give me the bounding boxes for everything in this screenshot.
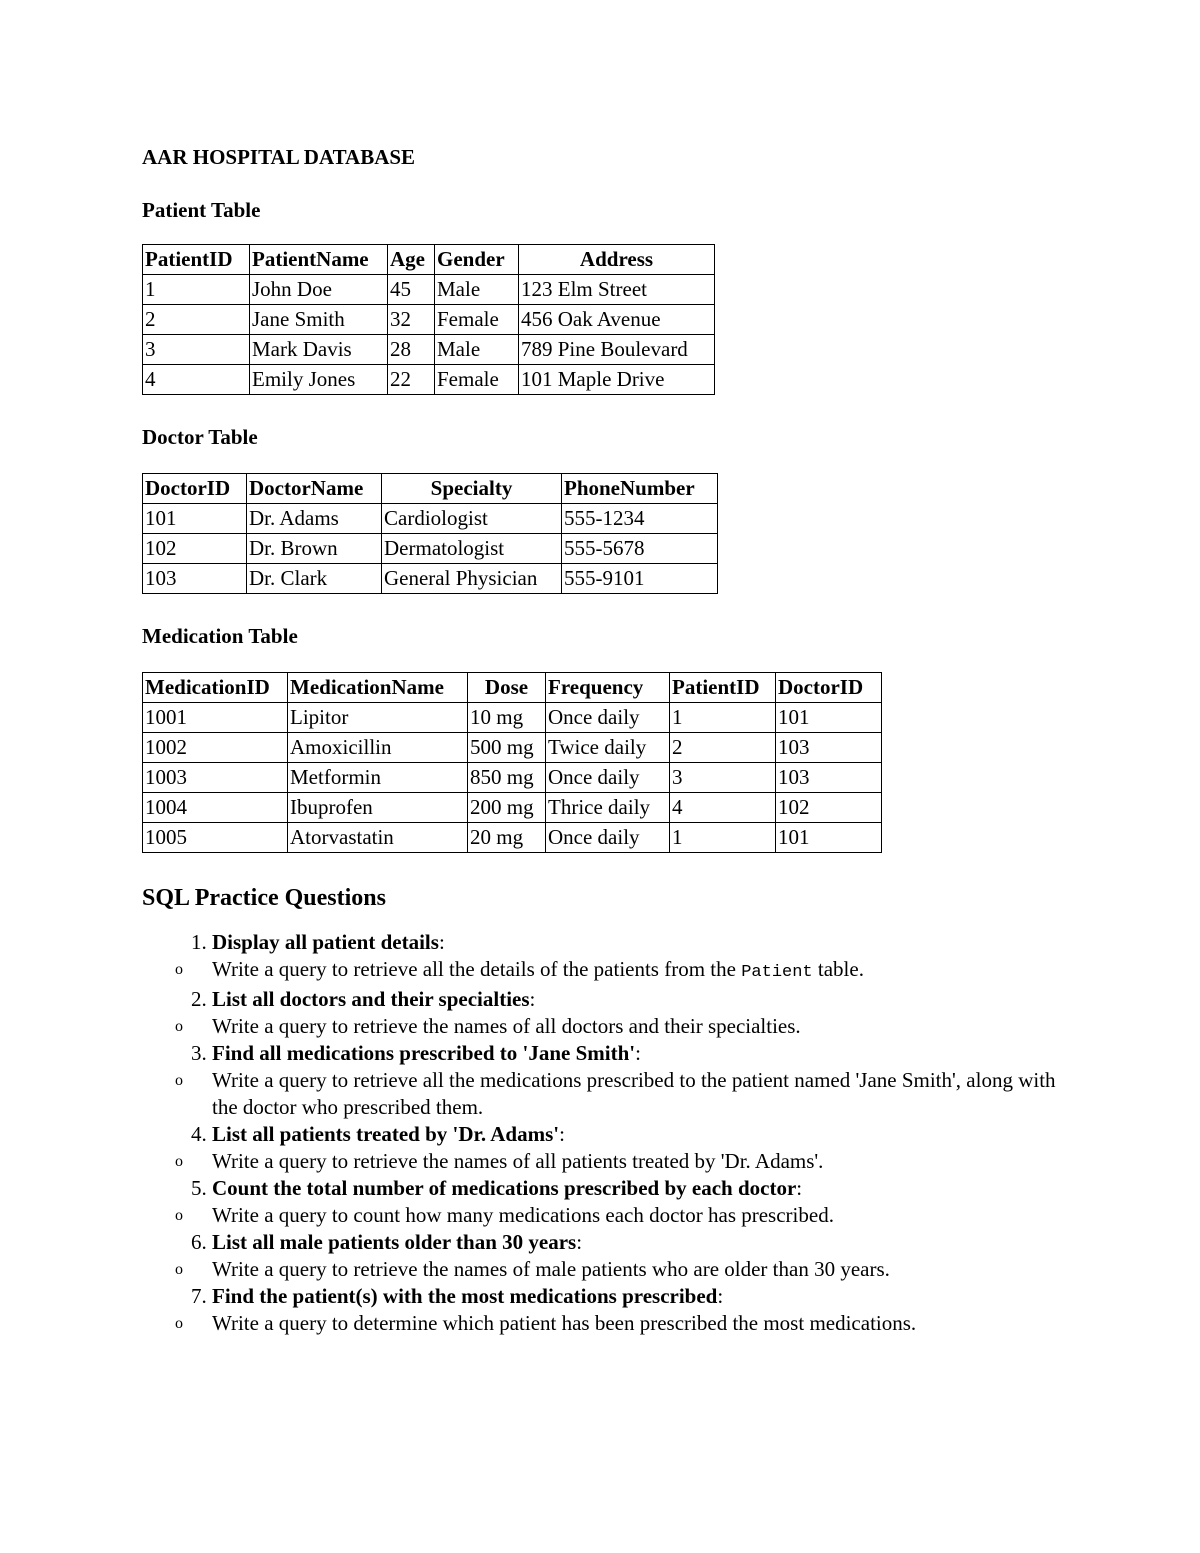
table-cell: Ibuprofen xyxy=(288,793,468,823)
column-header: Address xyxy=(519,245,715,275)
table-cell: Female xyxy=(435,365,519,395)
bullet-marker: o xyxy=(175,961,183,978)
description-text: Write a query to retrieve the names of male patients who are older than 30 years. xyxy=(212,1257,890,1281)
column-header: PatientID xyxy=(143,245,250,275)
question-sublist xyxy=(175,1067,1102,1121)
questions-heading: SQL Practice Questions xyxy=(142,885,386,911)
description-text: Write a query to count how many medications each doctor has prescribed. xyxy=(212,1203,834,1227)
question-description xyxy=(140,1148,1062,1175)
table-cell: Dermatologist xyxy=(382,534,562,564)
table-cell: 123 Elm Street xyxy=(519,275,715,305)
table-cell: 45 xyxy=(388,275,435,305)
column-header: Frequency xyxy=(546,673,670,703)
table-cell: Metformin xyxy=(288,763,468,793)
question-title: List all doctors and their specialties xyxy=(212,987,530,1011)
table-cell: 200 mg xyxy=(468,793,546,823)
question-item: 4. List all patients treated by 'Dr. Adams': o Write a query to retrieve the names of all patients treated by 'Dr. Adams'. xyxy=(212,1121,1102,1175)
column-header: DoctorID xyxy=(776,673,882,703)
question-item: 6. List all male patients older than 30 years: o Write a query to retrieve the names of male patients who are older than 30 years. xyxy=(212,1229,1102,1283)
table-cell: Jane Smith xyxy=(250,305,388,335)
document-title: AAR HOSPITAL DATABASE xyxy=(142,145,416,169)
table-header-row xyxy=(143,245,715,275)
table-cell: 555-9101 xyxy=(562,564,718,594)
table-cell: Emily Jones xyxy=(250,365,388,395)
bullet-marker: o xyxy=(175,1315,183,1332)
column-header: PhoneNumber xyxy=(562,474,718,504)
patient-table xyxy=(142,244,715,395)
column-header: Specialty xyxy=(382,474,562,504)
question-title: Find the patient(s) with the most medications prescribed xyxy=(212,1284,718,1308)
table-row xyxy=(143,564,718,594)
table-header-row xyxy=(143,673,882,703)
table-cell: John Doe xyxy=(250,275,388,305)
doctor-table-title: Doctor Table xyxy=(142,425,258,449)
inline-code: Patient xyxy=(741,963,813,982)
table-row xyxy=(143,335,715,365)
table-cell: Lipitor xyxy=(288,703,468,733)
description-text: Write a query to retrieve the names of all patients treated by 'Dr. Adams'. xyxy=(212,1149,824,1173)
patient-table-title: Patient Table xyxy=(142,198,261,222)
table-cell: 102 xyxy=(143,534,247,564)
bullet-marker: o xyxy=(175,1072,183,1089)
table-cell: Once daily xyxy=(546,823,670,853)
question-description xyxy=(140,1067,1062,1121)
table-cell: 1002 xyxy=(143,733,288,763)
table-cell: Cardiologist xyxy=(382,504,562,534)
table-cell: 2 xyxy=(143,305,250,335)
table-header-row xyxy=(143,474,718,504)
table-cell: 1004 xyxy=(143,793,288,823)
table-row xyxy=(143,823,882,853)
question-description xyxy=(140,1202,1062,1229)
medication-table-title: Medication Table xyxy=(142,624,298,648)
description-text: Write a query to retrieve all the details of the patients from the xyxy=(212,957,742,981)
question-sublist xyxy=(175,1148,1102,1175)
document-page xyxy=(142,140,1102,1337)
table-row xyxy=(143,793,882,823)
question-item: 3. Find all medications prescribed to 'Jane Smith': o Write a query to retrieve all the medications prescribed to the patient named 'Jane Smith', along with the doctor who prescribed them. xyxy=(212,1040,1102,1121)
table-row xyxy=(143,504,718,534)
table-row xyxy=(143,733,882,763)
table-cell: Female xyxy=(435,305,519,335)
table-cell: 101 Maple Drive xyxy=(519,365,715,395)
table-cell: 32 xyxy=(388,305,435,335)
table-row xyxy=(143,305,715,335)
table-cell: 10 mg xyxy=(468,703,546,733)
column-header: Dose xyxy=(468,673,546,703)
table-row xyxy=(143,275,715,305)
question-sublist xyxy=(175,1202,1102,1229)
table-cell: Male xyxy=(435,335,519,365)
question-item: 5. Count the total number of medications prescribed by each doctor: o Write a query to count how many medications each doctor has prescribed. xyxy=(212,1175,1102,1229)
table-cell: General Physician xyxy=(382,564,562,594)
table-cell: Thrice daily xyxy=(546,793,670,823)
table-cell: 1 xyxy=(670,703,776,733)
bullet-marker: o xyxy=(175,1261,183,1278)
table-row xyxy=(143,703,882,733)
question-title: Display all patient details xyxy=(212,930,439,954)
table-cell: 103 xyxy=(776,733,882,763)
question-item: 2. List all doctors and their specialties: o Write a query to retrieve the names of all doctors and their specialties. xyxy=(212,986,1102,1040)
question-item: 7. Find the patient(s) with the most medications prescribed: o Write a query to determine which patient has been prescribed the most medications. xyxy=(212,1283,1102,1337)
bullet-marker: o xyxy=(175,1153,183,1170)
medication-table xyxy=(142,672,882,853)
description-text: Write a query to retrieve all the medications prescribed to the patient named 'Jane Smith', along with the doctor who prescribed them. xyxy=(212,1068,1056,1119)
table-cell: 555-1234 xyxy=(562,504,718,534)
table-cell: Atorvastatin xyxy=(288,823,468,853)
table-cell: 101 xyxy=(776,823,882,853)
table-cell: 1001 xyxy=(143,703,288,733)
table-cell: Mark Davis xyxy=(250,335,388,365)
table-cell: 1003 xyxy=(143,763,288,793)
table-cell: Amoxicillin xyxy=(288,733,468,763)
table-cell: Male xyxy=(435,275,519,305)
table-cell: 4 xyxy=(143,365,250,395)
table-cell: 22 xyxy=(388,365,435,395)
question-description xyxy=(140,1310,1062,1337)
table-row xyxy=(143,534,718,564)
column-header: MedicationName xyxy=(288,673,468,703)
table-cell: 789 Pine Boulevard xyxy=(519,335,715,365)
table-cell: Dr. Adams xyxy=(247,504,382,534)
table-cell: 4 xyxy=(670,793,776,823)
question-sublist xyxy=(175,1310,1102,1337)
description-text: table. xyxy=(812,957,864,981)
table-cell: 500 mg xyxy=(468,733,546,763)
table-cell: 103 xyxy=(776,763,882,793)
table-cell: 1 xyxy=(670,823,776,853)
table-cell: 555-5678 xyxy=(562,534,718,564)
question-description xyxy=(140,1013,1062,1040)
column-header: MedicationID xyxy=(143,673,288,703)
table-cell: 102 xyxy=(776,793,882,823)
table-cell: 101 xyxy=(776,703,882,733)
description-text: Write a query to retrieve the names of all doctors and their specialties. xyxy=(212,1014,801,1038)
table-cell: 456 Oak Avenue xyxy=(519,305,715,335)
table-cell: 1 xyxy=(143,275,250,305)
table-row xyxy=(143,365,715,395)
question-description xyxy=(140,956,1062,986)
doctor-table xyxy=(142,473,718,594)
column-header: Gender xyxy=(435,245,519,275)
question-title: Count the total number of medications prescribed by each doctor xyxy=(212,1176,797,1200)
question-sublist xyxy=(175,1256,1102,1283)
column-header: PatientID xyxy=(670,673,776,703)
table-cell: 3 xyxy=(143,335,250,365)
table-cell: Once daily xyxy=(546,703,670,733)
questions-list xyxy=(142,929,1102,1337)
table-cell: Once daily xyxy=(546,763,670,793)
bullet-marker: o xyxy=(175,1018,183,1035)
bullet-marker: o xyxy=(175,1207,183,1224)
description-text: Write a query to determine which patient has been prescribed the most medications. xyxy=(212,1311,917,1335)
table-cell: 20 mg xyxy=(468,823,546,853)
table-cell: 850 mg xyxy=(468,763,546,793)
column-header: PatientName xyxy=(250,245,388,275)
table-cell: 1005 xyxy=(143,823,288,853)
question-title: Find all medications prescribed to 'Jane Smith' xyxy=(212,1041,636,1065)
question-title: List all male patients older than 30 years xyxy=(212,1230,577,1254)
table-cell: 28 xyxy=(388,335,435,365)
table-row xyxy=(143,763,882,793)
table-cell: Dr. Brown xyxy=(247,534,382,564)
table-cell: 101 xyxy=(143,504,247,534)
column-header: DoctorName xyxy=(247,474,382,504)
table-cell: 2 xyxy=(670,733,776,763)
column-header: DoctorID xyxy=(143,474,247,504)
table-cell: Dr. Clark xyxy=(247,564,382,594)
table-cell: 103 xyxy=(143,564,247,594)
question-title: List all patients treated by 'Dr. Adams' xyxy=(212,1122,560,1146)
table-cell: Twice daily xyxy=(546,733,670,763)
question-description xyxy=(140,1256,1062,1283)
table-cell: 3 xyxy=(670,763,776,793)
question-sublist xyxy=(175,1013,1102,1040)
question-item: 1. Display all patient details: o Write a query to retrieve all the details of the patients from the Patient table. xyxy=(212,929,1102,986)
column-header: Age xyxy=(388,245,435,275)
